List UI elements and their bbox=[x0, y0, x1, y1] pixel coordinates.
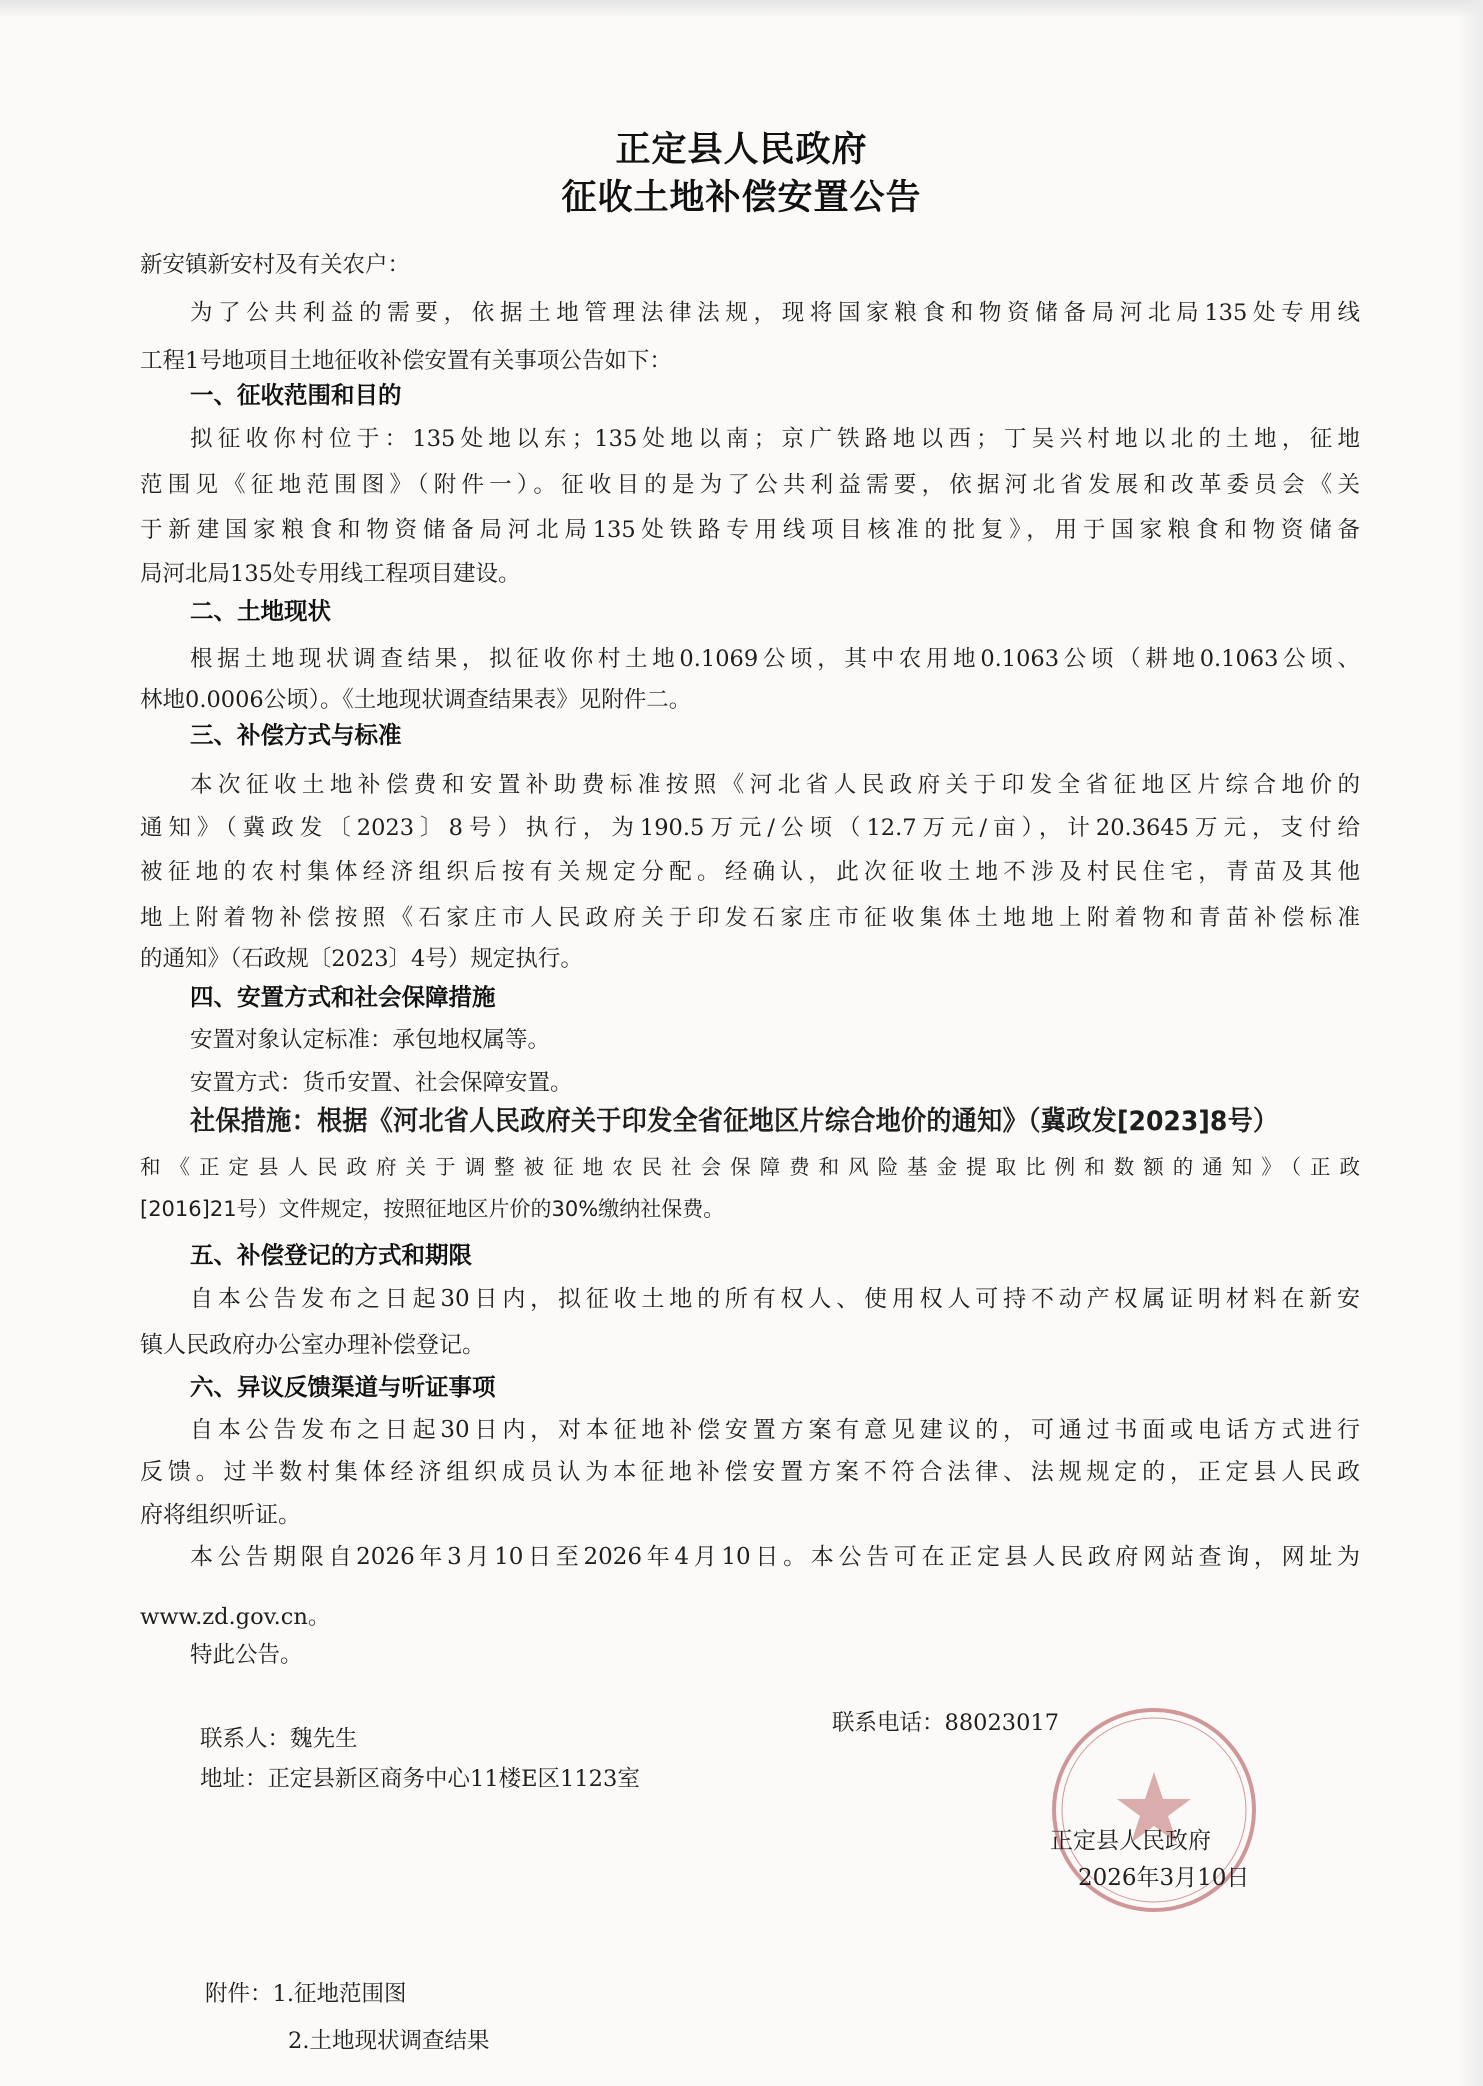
salutation: 新安镇新安村及有关农户： bbox=[140, 252, 411, 278]
section-1-heading: 一、征收范围和目的 bbox=[190, 381, 402, 409]
scan-edge-right bbox=[1457, 0, 1483, 2086]
section-3-line-2: 通知》（冀政发〔2023〕8号）执行，为190.5万元/公顷（12.7万元/亩），计20.3645万元，支付给 bbox=[140, 815, 1360, 841]
section-6-line-3: 府将组织听证。 bbox=[140, 1502, 301, 1528]
website-url: www.zd.gov.cn。 bbox=[140, 1604, 331, 1630]
scan-edge-top bbox=[0, 0, 1483, 18]
contact-person: 联系人：魏先生 bbox=[200, 1726, 358, 1752]
attachment-2: 2.土地现状调查结果 bbox=[288, 2028, 490, 2054]
section-6-heading: 六、异议反馈渠道与听证事项 bbox=[190, 1373, 496, 1401]
document-title-line1: 正定县人民政府 bbox=[615, 130, 868, 170]
section-3-line-4: 地上附着物补偿按照《石家庄市人民政府关于印发石家庄市征收集体土地地上附着物和青苗补偿标准 bbox=[140, 905, 1360, 931]
section-2-line-1: 根据土地现状调查结果，拟征收你村土地0.1069公顷，其中农用地0.1063公顷（耕地0.1063公顷、 bbox=[190, 646, 1360, 672]
section-1-line-2: 范围见《征地范围图》（附件一）。征收目的是为了公共利益需要，依据河北省发展和改革委员会《关 bbox=[140, 472, 1360, 498]
section-3-line-1: 本次征收土地补偿费和安置补助费标准按照《河北省人民政府关于印发全省征地区片综合地价的 bbox=[190, 772, 1360, 798]
section-4-social-line-3: [2016]21号）文件规定，按照征地区片价的30%缴纳社保费。 bbox=[140, 1197, 725, 1221]
contact-address: 地址：正定县新区商务中心11楼E区1123室 bbox=[200, 1766, 640, 1792]
contact-phone: 联系电话：88023017 bbox=[832, 1710, 1060, 1736]
section-4-social-line-2: 和《正定县人民政府关于调整被征地农民社会保障费和风险基金提取比例和数额的通知》（正政 bbox=[140, 1155, 1360, 1179]
section-3-line-3: 被征地的农村集体经济组织后按有关规定分配。经确认，此次征收土地不涉及村民住宅，青苗及其他 bbox=[140, 859, 1360, 885]
section-5-heading: 五、补偿登记的方式和期限 bbox=[190, 1241, 472, 1269]
section-5-line-2: 镇人民政府办公室办理补偿登记。 bbox=[140, 1332, 485, 1358]
section-1-line-4: 局河北局135处专用线工程项目建设。 bbox=[140, 561, 521, 587]
section-3-line-5: 的通知》（石政规〔2023〕4号）规定执行。 bbox=[140, 946, 583, 972]
section-6-line-2: 反馈。过半数村集体经济组织成员认为本征地补偿安置方案不符合法律、法规规定的，正定县人民政 bbox=[140, 1459, 1360, 1485]
section-4-heading: 四、安置方式和社会保障措施 bbox=[190, 983, 496, 1011]
notice-period-line-1: 本公告期限自2026年3月10日至2026年4月10日。本公告可在正定县人民政府网站查询，网址为 bbox=[190, 1544, 1360, 1570]
section-4-social-line-1: 社保措施：根据《河北省人民政府关于印发全省征地区片综合地价的通知》（冀政发[2023]8号） bbox=[190, 1106, 1279, 1137]
section-1-line-1: 拟征收你村位于：135处地以东；135处地以南；京广铁路地以西；丁吴兴村地以北的土地，征地 bbox=[190, 426, 1360, 452]
attachment-1: 附件：1.征地范围图 bbox=[205, 1981, 407, 2007]
section-5-line-1: 自本公告发布之日起30日内，拟征收土地的所有权人、使用权人可持不动产权属证明材料在新安 bbox=[190, 1286, 1360, 1312]
section-2-line-2: 林地0.0006公顷）。《土地现状调查结果表》见附件二。 bbox=[140, 687, 692, 713]
intro-line-1: 为了公共利益的需要，依据土地管理法律法规，现将国家粮食和物资储备局河北局135处专用线 bbox=[190, 300, 1360, 326]
section-2-heading: 二、土地现状 bbox=[190, 597, 331, 625]
issue-date: 2026年3月10日 bbox=[1078, 1865, 1250, 1891]
closing-statement: 特此公告。 bbox=[190, 1642, 303, 1668]
issuer-name: 正定县人民政府 bbox=[1050, 1828, 1211, 1854]
section-4-target: 安置对象认定标准：承包地权属等。 bbox=[190, 1027, 551, 1053]
section-4-method: 安置方式：货币安置、社会保障安置。 bbox=[190, 1070, 573, 1096]
section-6-line-1: 自本公告发布之日起30日内，对本征地补偿安置方案有意见建议的，可通过书面或电话方式进行 bbox=[190, 1417, 1360, 1443]
section-3-heading: 三、补偿方式与标准 bbox=[190, 721, 402, 749]
document-title-line2: 征收土地补偿安置公告 bbox=[561, 178, 922, 218]
section-1-line-3: 于新建国家粮食和物资储备局河北局135处铁路专用线项目核准的批复》，用于国家粮食和物资储备 bbox=[140, 517, 1360, 543]
intro-line-2: 工程1号地项目土地征收补偿安置有关事项公告如下： bbox=[140, 348, 672, 374]
